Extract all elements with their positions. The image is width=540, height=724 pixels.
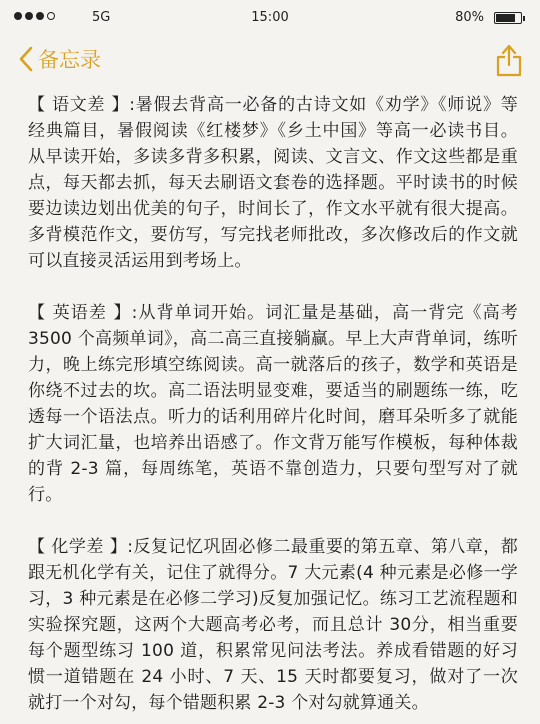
- share-icon: [492, 42, 526, 78]
- battery-cap: [523, 16, 525, 21]
- status-bar: [0, 0, 540, 36]
- battery-icon: [494, 12, 522, 24]
- note-content[interactable]: [28, 92, 518, 716]
- chevron-left-icon: [18, 45, 34, 73]
- network-type: 5G: [92, 10, 111, 25]
- share-button[interactable]: [492, 42, 526, 78]
- back-button-label: 备忘录: [38, 48, 101, 72]
- note-paragraph-chinese: 【 语文差 】:暑假去背高一必备的古诗文如《劝学》《师说》等经典篇目，暑假阅读《红楼梦》《乡土中国》等高一必读书目。从早读开始，多读多背多积累，阅读、文言文、作文这些都是重点，每天都去抓，每天去刷语文套卷的选择题。平时读书的时候要边读边划出优美的句子，时间长了，作文水平就有很大提高。多背模范作文，要仿写，写完找老师批改，多次修改后的作文就可以直接灵活运用到考场上。: [28, 95, 518, 271]
- note-paragraph-chemistry: 【 化学差 】:反复记忆巩固必修二最重要的第五章、第八章，都跟无机化学有关，记住了就得分。7 大元素(4 种元素是必修一学习，3 种元素是在必修二学习)反复加强记忆。练习工艺流程题和实验探究题，这两个大题高考必考，而且总计 30分，相当重要每个题型练习 100 道，积累常见问法考法。养成看错题的好习惯一道错题在 24 小时、7 天、15 天时都要复习，做对了一次就打一个对勾，每个错题积累 2-3 个对勾就算通关。: [28, 537, 518, 713]
- clock: 15:00: [251, 10, 289, 25]
- navigation-bar: [0, 36, 540, 86]
- battery-percentage: 80%: [455, 10, 484, 25]
- battery-level-fill: [496, 14, 515, 22]
- back-button[interactable]: [18, 44, 101, 74]
- note-paragraph-english: 【 英语差 】:从背单词开始。词汇量是基础，高一背完《高考3500 个高频单词》，高二高三直接躺赢。早上大声背单词，练听力，晚上练完形填空练阅读。高一就落后的孩子，数学和英语是你绕不过去的坎。高二语法明显变难，要适当的刷题练一练，吃透每一个语法点。听力的话利用碎片化时间，磨耳朵听多了就能扩大词汇量，也培养出语感了。作文背万能写作模板，每种体裁的背 2-3 篇，每周练笔，英语不靠创造力，只要句型写对了就行。: [28, 303, 518, 505]
